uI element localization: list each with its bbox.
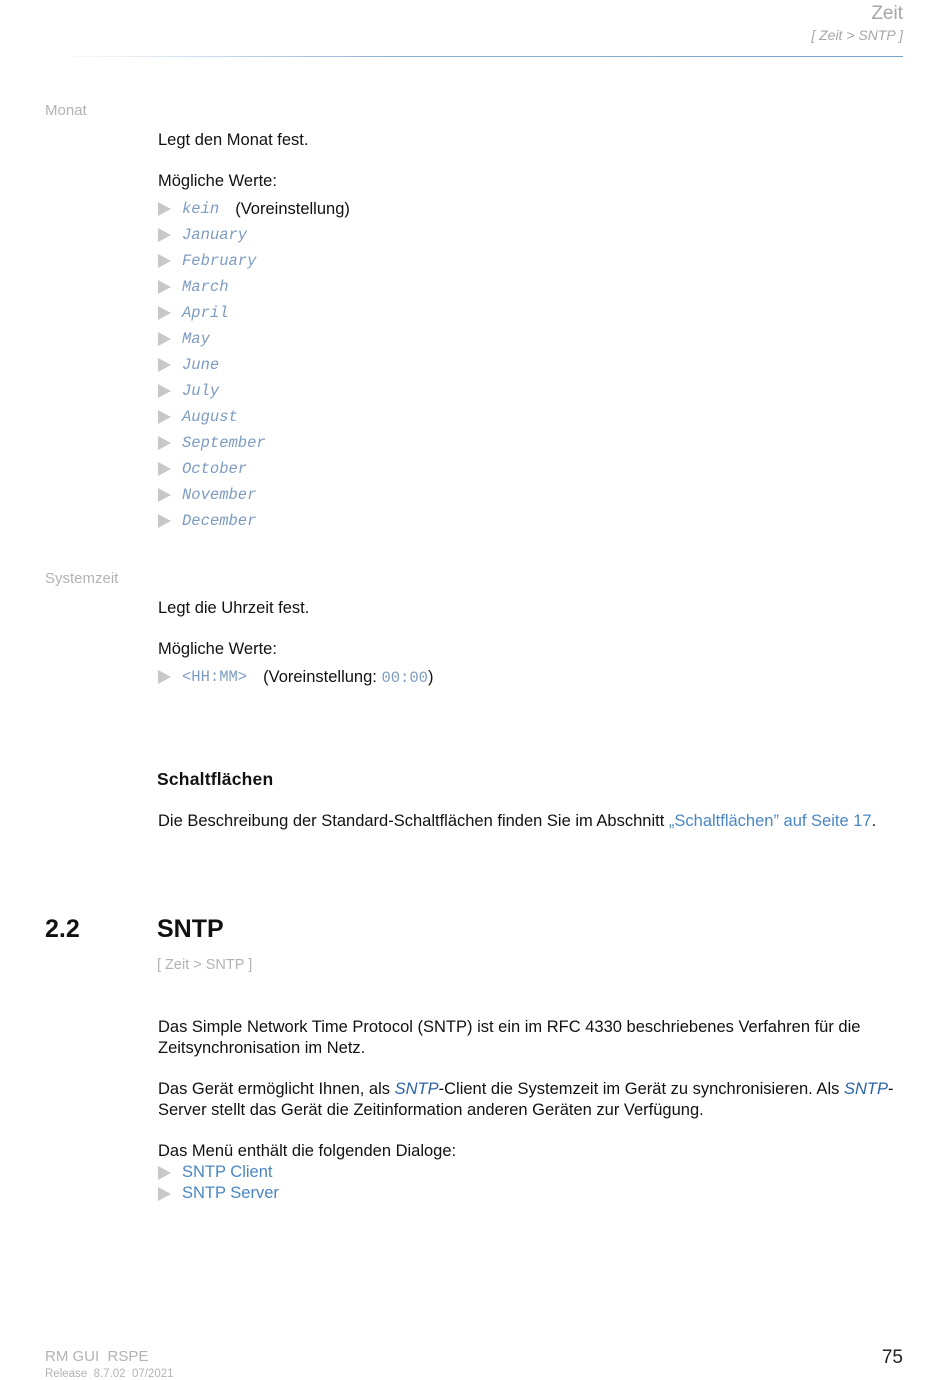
- default-value: 00:00: [381, 668, 428, 687]
- value-june: June: [182, 356, 220, 374]
- value-kein: kein: [182, 200, 220, 218]
- section-title: SNTP: [157, 915, 224, 943]
- systemzeit-values-heading: Mögliche Werte:: [158, 640, 277, 658]
- sntp-server-link[interactable]: SNTP Server: [182, 1184, 279, 1202]
- list-item: [158, 326, 350, 352]
- schaltflaechen-heading: Schaltflächen: [157, 769, 274, 789]
- monat-label: Monat: [45, 102, 87, 119]
- list-item: [158, 508, 350, 534]
- value-september: September: [182, 434, 266, 452]
- systemzeit-label: Systemzeit: [45, 570, 119, 587]
- sntp-intro-paragraph: Das Simple Network Time Protocol (SNTP) ist ein im RFC 4330 beschriebenes Verfahren für die Zeitsynchronisation im Netz.: [158, 1018, 861, 1057]
- value-december: December: [182, 512, 257, 530]
- triangle-bullet-icon: [158, 228, 171, 242]
- value-may: May: [182, 330, 210, 348]
- value-hhmm: <HH:MM>: [182, 668, 248, 686]
- schaltflaechen-text: [158, 811, 918, 832]
- para2-c: -Server stellt das Gerät die Zeitinformation anderen Geräten zur Verfügung.: [158, 1080, 894, 1119]
- default-note: [263, 668, 433, 687]
- schaltflaechen-text-before: Die Beschreibung der Standard-Schaltflächen finden Sie im Abschnitt: [158, 812, 669, 830]
- schaltflaechen-text-after: .: [871, 812, 877, 830]
- list-item: [158, 404, 350, 430]
- monat-values-list: [158, 196, 350, 534]
- sntp-client-link[interactable]: SNTP Client: [182, 1163, 273, 1181]
- para2-b: -Client die Systemzeit im Gerät zu synchronisieren. Als: [438, 1080, 844, 1098]
- list-item: [158, 1162, 279, 1183]
- page-number: 75: [881, 1347, 903, 1368]
- menu-intro: Das Menü enthält die folgenden Dialoge:: [158, 1142, 457, 1160]
- list-item: [158, 1183, 279, 1204]
- value-april: April: [182, 304, 229, 322]
- list-item: [158, 274, 350, 300]
- dialog-links-list: [158, 1162, 279, 1204]
- triangle-bullet-icon: [158, 1187, 171, 1201]
- triangle-bullet-icon: [158, 254, 171, 268]
- triangle-bullet-icon: [158, 436, 171, 450]
- list-item: [158, 430, 350, 456]
- sntp-term: SNTP: [394, 1080, 439, 1098]
- triangle-bullet-icon: [158, 280, 171, 294]
- footer-release: Release 8.7.02 07/2021: [45, 1368, 174, 1380]
- triangle-bullet-icon: [158, 202, 171, 216]
- list-item: [158, 248, 350, 274]
- triangle-bullet-icon: [158, 514, 171, 528]
- list-item: [158, 482, 350, 508]
- value-august: August: [182, 408, 238, 426]
- list-item: [158, 352, 350, 378]
- list-item: [158, 300, 350, 326]
- list-item: [158, 196, 350, 222]
- triangle-bullet-icon: [158, 488, 171, 502]
- header-breadcrumb: [ Zeit > SNTP ]: [811, 27, 903, 43]
- sntp-client-server-paragraph: [158, 1079, 918, 1121]
- default-prefix: (Voreinstellung:: [263, 667, 382, 686]
- systemzeit-values-list: [158, 664, 433, 690]
- header-divider: [55, 56, 903, 57]
- value-march: March: [182, 278, 229, 296]
- value-january: January: [182, 226, 248, 244]
- value-october: October: [182, 460, 248, 478]
- value-november: November: [182, 486, 257, 504]
- schaltflaechen-link[interactable]: „Schaltflächen” auf Seite 17: [668, 812, 872, 830]
- monat-values-heading: Mögliche Werte:: [158, 172, 277, 190]
- triangle-bullet-icon: [158, 306, 171, 320]
- default-note: (Voreinstellung): [235, 199, 350, 218]
- triangle-bullet-icon: [158, 462, 171, 476]
- para2-a: Das Gerät ermöglicht Ihnen, als: [158, 1080, 395, 1098]
- triangle-bullet-icon: [158, 670, 171, 684]
- footer-document-title: RM GUI RSPE: [45, 1348, 149, 1365]
- list-item: [158, 222, 350, 248]
- list-item: [158, 664, 433, 690]
- triangle-bullet-icon: [158, 384, 171, 398]
- value-july: July: [182, 382, 220, 400]
- default-suffix: ): [427, 667, 434, 686]
- value-february: February: [182, 252, 257, 270]
- list-item: [158, 378, 350, 404]
- triangle-bullet-icon: [158, 332, 171, 346]
- section-breadcrumb: [ Zeit > SNTP ]: [157, 957, 253, 973]
- list-item: [158, 456, 350, 482]
- triangle-bullet-icon: [158, 1166, 171, 1180]
- sntp-term: SNTP: [843, 1080, 888, 1098]
- triangle-bullet-icon: [158, 358, 171, 372]
- header-title: Zeit: [871, 3, 903, 24]
- monat-description: Legt den Monat fest.: [158, 131, 309, 149]
- section-number: 2.2: [45, 915, 80, 943]
- systemzeit-description: Legt die Uhrzeit fest.: [158, 599, 310, 617]
- triangle-bullet-icon: [158, 410, 171, 424]
